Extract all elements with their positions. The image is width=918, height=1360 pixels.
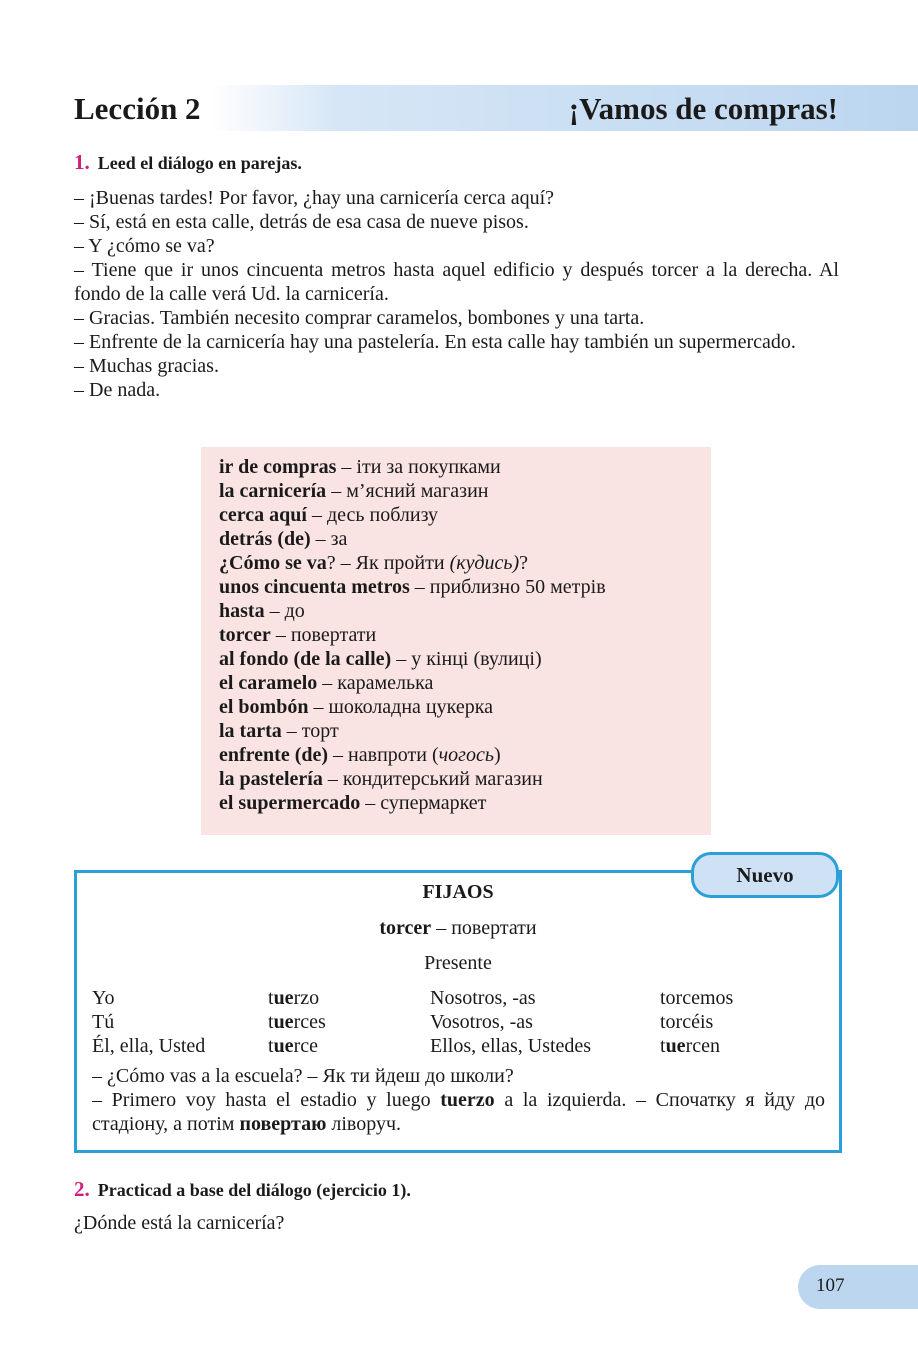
vocab-item	[219, 599, 606, 623]
dialogue	[74, 186, 839, 402]
vocab-translation: ? – Як пройти	[326, 552, 450, 574]
verb-line	[77, 917, 839, 940]
verb-form: tuerce	[268, 1035, 318, 1057]
exercise-2-question: ¿Dónde está la carnicería?	[74, 1212, 285, 1234]
vocab-translation: – супермаркет	[360, 792, 487, 814]
vocab-translation: – кондитерський магазин	[322, 768, 543, 790]
vocab-term: detrás (de)	[219, 528, 311, 550]
example-text	[92, 1064, 825, 1136]
vocab-term: la carnicería	[219, 480, 327, 502]
pronoun-plural: Nosotros, -as	[430, 987, 536, 1009]
vocab-term: cerca aquí	[219, 504, 307, 526]
pronoun: Él, ella, Usted	[92, 1035, 206, 1057]
dialogue-line: – ¡Buenas tardes! Por favor, ¿hay una carnicería cerca aquí?	[74, 187, 555, 209]
vocab-item	[219, 767, 606, 791]
vocab-item	[219, 671, 606, 695]
pronoun: Tú	[92, 1011, 115, 1033]
vocab-item	[219, 455, 606, 479]
exercise-1-heading	[74, 150, 302, 175]
vocab-item	[219, 719, 606, 743]
verb-form-plural: torcemos	[660, 987, 734, 1009]
pronoun-plural: Vosotros, -as	[430, 1011, 533, 1033]
vocab-translation: – м’ясний магазин	[326, 480, 489, 502]
vocab-term: la pastelería	[219, 768, 323, 790]
example-line: – Primero voy hasta el estadio y luego tuerzo a la izquierda. – Спочатку я йду до стадіону, а потім повертаю ліворуч.	[92, 1089, 825, 1135]
vocab-item	[219, 503, 606, 527]
vocab-translation: – карамелька	[317, 672, 434, 694]
vocab-translation: – до	[264, 600, 305, 622]
lesson-title: Lección 2	[74, 91, 201, 126]
vocab-term: ir de compras	[219, 456, 337, 478]
vocab-item	[219, 791, 606, 815]
vocab-translation: – навпроти (	[328, 744, 439, 766]
page-number: 107	[816, 1275, 845, 1296]
verb-translation: – повертати	[431, 917, 537, 939]
vocab-after: )	[493, 744, 501, 766]
dialogue-line: – Muchas gracias.	[74, 355, 219, 377]
dialogue-line: – Tiene que ir unos cincuenta metros hasta aquel edificio y después torcer a la derecha. Al fondo de la calle verá Ud. la carnicería.	[74, 259, 839, 305]
verb-form-plural: torcéis	[660, 1011, 714, 1033]
verb: torcer	[379, 917, 432, 939]
vocab-note: чогось	[438, 744, 494, 766]
vocab-item	[219, 575, 606, 599]
exercise-number: 1.	[74, 150, 90, 174]
vocab-item	[219, 695, 606, 719]
vocab-item	[219, 527, 606, 551]
nuevo-tab: Nuevo	[691, 852, 839, 898]
dialogue-line: – Enfrente de la carnicería hay una pastelería. En esta calle hay también un supermercado.	[74, 331, 796, 353]
vocab-item	[219, 551, 606, 575]
tense-label: Presente	[424, 952, 492, 974]
dialogue-line: – Gracias. También necesito comprar caramelos, bombones y una tarta.	[74, 307, 645, 329]
vocab-term: torcer	[219, 624, 271, 646]
vocab-translation: – десь поблизу	[306, 504, 439, 526]
vocab-translation: – за	[310, 528, 348, 550]
vocab-term: enfrente (de)	[219, 744, 329, 766]
lesson-subtitle: ¡Vamos de compras!	[568, 91, 838, 126]
exercise-instruction: Practicad a base del diálogo (ejercicio 1).	[97, 1180, 411, 1200]
example-line: – ¿Cómo vas a la escuela? – Як ти йдеш до школи?	[92, 1065, 514, 1087]
vocab-term: al fondo (de la calle)	[219, 648, 392, 670]
vocab-item	[219, 623, 606, 647]
vocab-term: ¿Cómo se va	[219, 552, 327, 574]
verb-form: tuerzo	[268, 987, 320, 1009]
vocab-term: el supermercado	[219, 792, 361, 814]
vocab-translation: – у кінці (вулиці)	[391, 648, 542, 670]
verb-form: tuerces	[268, 1011, 326, 1033]
vocab-item	[219, 647, 606, 671]
pronoun: Yo	[92, 987, 115, 1009]
vocab-term: unos cincuenta metros	[219, 576, 410, 598]
vocab-translation: – торт	[281, 720, 339, 742]
vocab-item	[219, 743, 606, 767]
dialogue-line: – De nada.	[74, 379, 161, 401]
exercise-number: 2.	[74, 1177, 90, 1201]
pronoun-plural: Ellos, ellas, Ustedes	[430, 1035, 592, 1057]
vocab-term: el caramelo	[219, 672, 318, 694]
vocab-term: el bombón	[219, 696, 309, 718]
vocab-translation: – повертати	[270, 624, 377, 646]
vocab-translation: – іти за покупками	[336, 456, 501, 478]
exercise-instruction: Leed el diálogo en parejas.	[97, 153, 302, 173]
dialogue-line: – Sí, está en esta calle, detrás de esa casa de nueve pisos.	[74, 211, 529, 233]
vocab-translation: – шоколадна цукерка	[308, 696, 494, 718]
vocab-after: ?	[519, 552, 529, 574]
fijaos-box	[74, 870, 842, 1153]
vocabulary-list	[219, 455, 606, 815]
exercise-2-heading	[74, 1177, 411, 1202]
vocab-term: la tarta	[219, 720, 282, 742]
vocab-translation: – приблизно 50 метрів	[409, 576, 606, 598]
vocab-item	[219, 479, 606, 503]
vocabulary-box	[201, 447, 711, 835]
fijaos-title: FIJAOS	[422, 881, 494, 903]
verb-form-plural: tuercen	[660, 1035, 720, 1057]
dialogue-line: – Y ¿cómo se va?	[74, 235, 215, 257]
vocab-term: hasta	[219, 600, 265, 622]
vocab-note: (кудись)	[449, 552, 520, 574]
